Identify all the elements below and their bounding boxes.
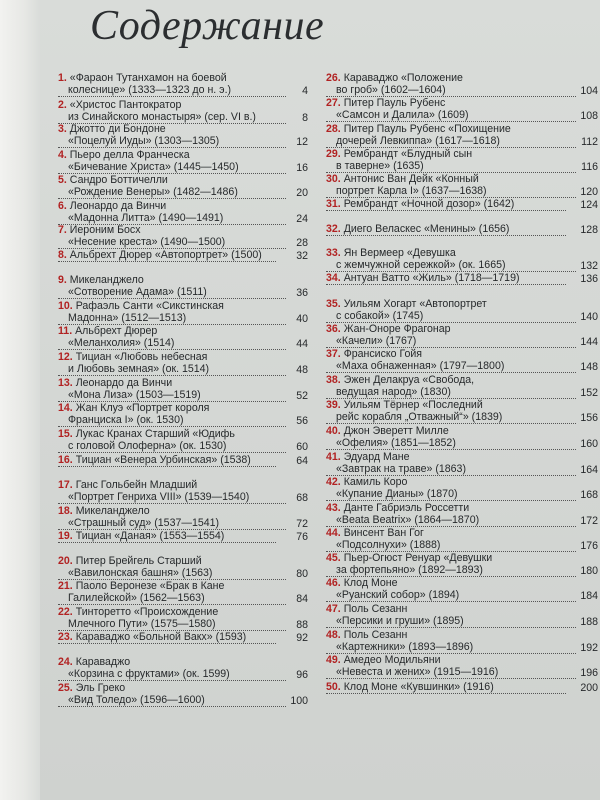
toc-entry-line1 [326,527,598,539]
toc-entry [58,428,308,453]
toc-entry-line1 [326,173,598,185]
toc-entry-page-number: 88 [296,619,308,631]
toc-entry-line2: «Офелия» (1851—1852) [326,437,576,450]
toc-entry [326,374,598,399]
toc-entry-line1 [58,174,308,186]
toc-entry-line1 [326,97,598,109]
toc-entry-text: Иероним Босх [69,224,141,236]
toc-entry-line2: «Маха обнаженная» (1797—1800) [326,360,576,373]
toc-entry [326,323,598,348]
toc-entry-text: Микеланджело [69,274,144,286]
toc-entry-text: Микеланджело [75,505,150,517]
toc-entry [58,454,308,467]
toc-entry-text: Поль Сезанн [343,629,408,641]
toc-entry-page-number: 120 [580,186,598,198]
toc-entry-page-number: 152 [580,387,598,399]
toc-entry-text: Джотто ди Бондоне [69,123,166,135]
toc-entry [326,451,598,476]
toc-entry-text: Камиль Коро [343,476,408,488]
toc-entry-text: Паоло Веронезе «Брак в Кане [75,580,225,592]
toc-entry-text: Рембрандт «Ночной дозор» (1642) [343,198,515,210]
toc-entry [326,502,598,527]
toc-entry-line1 [58,530,276,543]
toc-entry [58,325,308,350]
toc-entry [58,300,308,325]
toc-entry-number: 11. [58,325,73,337]
toc-entry-text: Альбрехт Дюрер «Автопортрет» (1500) [69,249,262,261]
toc-entry [326,198,598,211]
toc-entry [58,606,308,631]
toc-entry [58,174,308,199]
toc-entry-number: 50. [326,681,341,693]
toc-entry-line1 [58,606,308,618]
toc-entry-number: 1. [58,72,67,84]
toc-entry [58,274,308,299]
toc-entry-line1 [326,223,566,236]
toc-entry-number: 45. [326,552,341,564]
toc-entry [326,173,598,198]
toc-entry-page-number: 140 [580,311,598,323]
toc-entry [58,99,308,124]
toc-entry-line2: «Невеста и жених» (1915—1916) [326,666,576,679]
toc-entry-page-number: 36 [296,287,308,299]
toc-entry-text: Антонис Ван Дейк «Конный [343,173,479,185]
toc-entry [58,123,308,148]
toc-entry [58,530,308,543]
toc-entry [326,97,598,122]
toc-entry [58,479,308,504]
toc-entry-line1 [58,149,308,161]
toc-entry-line2: Франциска I» (ок. 1530) [58,414,286,427]
toc-entry-page-number: 96 [296,669,308,681]
toc-entry-number: 41. [326,451,341,463]
toc-entry [58,631,308,644]
toc-entry-text: Уильям Хогарт «Автопортрет [343,298,487,310]
toc-entry-number: 4. [58,149,67,161]
toc-entry-number: 39. [326,399,341,411]
toc-entry-line1 [58,505,308,517]
toc-entry-page-number: 48 [296,364,308,376]
toc-entry-page-number: 184 [580,590,598,602]
toc-entry-line2: «Страшный суд» (1537—1541) [58,517,286,530]
toc-entry-page-number: 24 [296,213,308,225]
toc-entry-line2: «Beata Beatrix» (1864—1870) [326,514,576,527]
toc-entry-text: Тициан «Любовь небесная [75,351,208,363]
toc-entry-line1 [326,502,598,514]
toc-entry-page-number: 112 [581,136,598,148]
toc-entry [326,148,598,173]
toc-entry-number: 15. [58,428,73,440]
toc-entry-line2: «Качели» (1767) [326,335,576,348]
toc-entry-number: 16. [58,454,73,466]
toc-entry-line1 [326,476,598,488]
toc-entry-line1 [326,72,598,84]
toc-entry-line1 [58,351,308,363]
toc-entry-line2: Галилейской» (1562—1563) [58,592,286,605]
toc-entry-line2: из Синайского монастыря» (сер. VI в.) [58,111,286,124]
toc-entry-page-number: 200 [580,682,598,694]
toc-entry-line2: «Мона Лиза» (1503—1519) [58,389,286,402]
toc-entry-text: Питер Пауль Рубенс [343,97,446,109]
toc-entry-line1 [326,323,598,335]
toc-entry-line1 [326,247,598,259]
toc-entry-text: Пьеро делла Франческа [69,149,190,161]
toc-entry-number: 47. [326,603,341,615]
toc-entry-page-number: 192 [580,642,598,654]
toc-entry-number: 46. [326,577,341,589]
toc-entry-number: 40. [326,425,341,437]
toc-entry-line2: «Сотворение Адама» (1511) [58,286,286,299]
toc-entry-text: Тинторетто «Происхождение [75,606,219,618]
toc-entry-line2: «Поцелуй Иуды» (1303—1305) [58,135,286,148]
toc-entry [326,272,598,285]
toc-entry-number: 27. [326,97,341,109]
toc-entry-line1 [326,425,598,437]
toc-entry-line2: и Любовь земная» (ок. 1514) [58,363,286,376]
toc-entry-number: 26. [326,72,341,84]
toc-entry-line2: «Бичевание Христа» (1445—1450) [58,161,286,174]
toc-entry-line1 [326,552,598,564]
toc-entry-line1 [58,479,308,491]
toc-entry-line1 [58,325,308,337]
toc-entry-number: 28. [326,123,341,135]
toc-entry-line2: «Вид Толедо» (1596—1600) [58,694,286,707]
toc-entry-text: Антуан Ватто «Жиль» (1718—1719) [343,272,520,284]
toc-entry-line2: «Завтрак на траве» (1863) [326,463,576,476]
toc-entry-page-number: 116 [581,161,598,173]
toc-entry [326,603,598,628]
toc-entry-text: Питер Брейгель Старший [75,555,202,567]
toc-entry-number: 23. [58,631,73,643]
toc-entry-page-number: 80 [296,568,308,580]
toc-entry-page-number: 16 [296,162,308,174]
toc-entry-line1 [58,377,308,389]
toc-entry-page-number: 188 [580,616,598,628]
toc-entry-page-number: 148 [580,361,598,373]
toc-entry-line2: «Корзина с фруктами» (ок. 1599) [58,668,286,681]
toc-entry [326,223,598,236]
toc-entry-page-number: 60 [296,441,308,453]
toc-entry-line2: ведущая народ» (1830) [326,386,576,399]
toc-entry-text: Уильям Тёрнер «Последний [343,399,483,411]
toc-entry-number: 44. [326,527,341,539]
toc-entry-text: Данте Габриэль Россетти [343,502,470,514]
toc-entry-text: Эль Греко [75,682,126,694]
toc-entry [326,577,598,602]
toc-entry-line1 [58,555,308,567]
toc-entry-text: Караваджо «Положение [343,72,463,84]
toc-entry [326,298,598,323]
toc-entry-page-number: 104 [580,85,598,97]
toc-entry-page-number: 84 [296,593,308,605]
toc-entry-page-number: 52 [296,390,308,402]
toc-entry-line1 [326,198,566,211]
toc-entry-text: Поль Сезанн [343,603,408,615]
toc-entry-page-number: 64 [296,455,308,467]
toc-entry-page-number: 164 [580,464,598,476]
toc-entry-line1 [58,72,308,84]
toc-entry-line1 [326,629,598,641]
toc-entry-text: «Христос Пантократор [69,99,182,111]
toc-entry-number: 13. [58,377,73,389]
toc-entry-line2: дочерей Левкиппа» (1617—1618) [326,135,576,148]
toc-entry-number: 37. [326,348,341,360]
toc-entry-line1 [58,123,308,135]
toc-entry-line2: «Картежники» (1893—1896) [326,641,576,654]
toc-entry-page-number: 176 [580,540,598,552]
toc-entry-line1 [58,580,308,592]
toc-entry-text: Сандро Боттичелли [69,174,168,186]
toc-entry-line1 [326,348,598,360]
toc-entry [58,555,308,580]
toc-entry [326,399,598,424]
toc-entry-number: 21. [58,580,73,592]
toc-entry-line1 [326,298,598,310]
toc-entry [326,476,598,501]
toc-entry-page-number: 100 [290,695,308,707]
toc-entry-line1 [326,148,598,160]
toc-entry-line2: Мадонна» (1512—1513) [58,312,286,325]
toc-entry-text: Клод Моне «Кувшинки» (1916) [343,681,494,693]
toc-entry-line1 [58,300,308,312]
toc-entry [58,249,308,262]
toc-entry-number: 3. [58,123,67,135]
toc-entry-line2: с головой Олоферна» (ок. 1530) [58,440,286,453]
toc-entry [58,377,308,402]
toc-entry-text: Питер Пауль Рубенс «Похищение [343,123,511,135]
toc-entry-page-number: 92 [296,632,308,644]
toc-entry-line1 [326,399,598,411]
toc-entry-number: 35. [326,298,341,310]
toc-entry-page-number: 28 [296,237,308,249]
toc-entry-line1 [326,272,566,285]
toc-entry-number: 6. [58,200,67,212]
toc-entry-page-number: 44 [296,338,308,350]
toc-entry-text: Тициан «Венера Урбинская» (1538) [75,454,251,466]
toc-entry-number: 29. [326,148,341,160]
toc-entry [326,425,598,450]
toc-entry-line1 [58,402,308,414]
toc-entry-number: 7. [58,224,67,236]
toc-entry-line2: в таверне» (1635) [326,160,576,173]
toc-entry-line2: «Несение креста» (1490—1500) [58,236,286,249]
toc-entry-line1 [58,200,308,212]
toc-entry-text: Франсиско Гойя [343,348,423,360]
toc-entry-text: Винсент Ван Гог [343,527,424,539]
toc-entry-text: Лукас Кранах Старший «Юдифь [75,428,235,440]
toc-entry-page-number: 124 [580,199,598,211]
toc-entry-line2: портрет Карла I» (1637—1638) [326,185,576,198]
toc-entry-line2: «Мадонна Литта» (1490—1491) [58,212,286,225]
toc-entry-number: 25. [58,682,73,694]
toc-entry-page-number: 172 [580,515,598,527]
toc-entry-number: 14. [58,402,73,414]
toc-entry-page-number: 128 [580,224,598,236]
toc-entry-number: 38. [326,374,341,386]
toc-entry [326,629,598,654]
toc-entry-number: 5. [58,174,67,186]
book-spine-shadow [0,0,40,800]
toc-entry-line2: во гроб» (1602—1604) [326,84,576,97]
toc-entry-line2: «Купание Дианы» (1870) [326,488,576,501]
toc-entry-number: 10. [58,300,73,312]
toc-entry-number: 12. [58,351,73,363]
toc-entry [58,224,308,249]
toc-entry-line2: «Портрет Генриха VIII» (1539—1540) [58,491,286,504]
toc-entry-number: 42. [326,476,341,488]
toc-entry-text: Караваджо [75,656,131,668]
toc-entry-number: 30. [326,173,341,185]
toc-entry-text: Рафаэль Санти «Сикстинская [75,300,224,312]
toc-entry-number: 24. [58,656,73,668]
toc-entry-page-number: 4 [302,85,308,97]
toc-entry-line1 [58,99,308,111]
toc-entry-line2: Млечного Пути» (1575—1580) [58,618,286,631]
toc-entry-text: Эдуард Мане [343,451,410,463]
page-title: Содержание [90,3,325,49]
toc-entry-line1 [58,656,308,668]
toc-entry [326,123,598,148]
toc-entry [326,247,598,272]
toc-entry-line1 [58,454,276,467]
toc-entry-text: Джон Эверетт Милле [343,425,449,437]
toc-entry-text: Жан-Оноре Фрагонар [343,323,451,335]
toc-entry-line2: «Подсолнухи» (1888) [326,539,576,552]
toc-entry-text: Пьер-Огюст Ренуар «Девушки [343,552,493,564]
toc-entry-text: Леонардо да Винчи [69,200,167,212]
toc-entry-line2: «Самсон и Далила» (1609) [326,109,576,122]
toc-entry-page-number: 68 [296,492,308,504]
toc-entry-number: 49. [326,654,341,666]
toc-entry-number: 48. [326,629,341,641]
toc-entry-page-number: 12 [296,136,308,148]
toc-entry [58,72,308,97]
toc-entry-line1 [58,249,276,262]
toc-entry-line1 [58,682,308,694]
toc-entry-line1 [326,654,598,666]
toc-entry-text: Тициан «Даная» (1553—1554) [75,530,225,542]
toc-entry [58,149,308,174]
toc-entry [58,505,308,530]
toc-entry-line1 [58,224,308,236]
toc-entry-line2: «Меланхолия» (1514) [58,337,286,350]
toc-entry [58,200,308,225]
toc-entry-line1 [326,603,598,615]
toc-entry-page-number: 56 [296,415,308,427]
toc-entry-line2: «Руанский собор» (1894) [326,589,576,602]
toc-entry-line1 [326,123,598,135]
toc-entry-line2: «Рождение Венеры» (1482—1486) [58,186,286,199]
toc-entry-page-number: 168 [580,489,598,501]
toc-entry [58,682,308,707]
toc-entry-page-number: 20 [296,187,308,199]
toc-entry-text: Эжен Делакруа «Свобода, [343,374,475,386]
toc-entry-page-number: 144 [580,336,598,348]
toc-entry-page-number: 160 [580,438,598,450]
toc-entry-line1 [326,577,598,589]
toc-entry-line2: колеснице» (1333—1323 до н. э.) [58,84,286,97]
toc-entry-text: Рембрандт «Блудный сын [343,148,473,160]
toc-entry-number: 36. [326,323,341,335]
toc-entry-text: Ян Вермеер «Девушка [343,247,456,259]
toc-entry [58,656,308,681]
toc-entry-line1 [58,631,276,644]
toc-entry-page-number: 196 [580,667,598,679]
toc-entry-number: 20. [58,555,73,567]
toc-entry [326,72,598,97]
toc-entry-line1 [326,681,566,694]
toc-entry-number: 32. [326,223,341,235]
toc-entry-number: 19. [58,530,73,542]
toc-entry-page-number: 132 [580,260,598,272]
toc-entry-text: Альбрехт Дюрер [75,325,158,337]
toc-entry-text: Леонардо да Винчи [75,377,173,389]
toc-entry [58,351,308,376]
toc-entry-line1 [58,274,308,286]
toc-entry [326,681,598,694]
toc-entry-number: 2. [58,99,67,111]
toc-entry-page-number: 156 [580,412,598,424]
toc-entry-text: Жан Клуэ «Портрет короля [75,402,210,414]
toc-entry [58,402,308,427]
toc-entry-number: 31. [326,198,341,210]
toc-entry-line2: «Вавилонская башня» (1563) [58,567,286,580]
toc-entry-number: 33. [326,247,341,259]
toc-entry-text: Ганс Гольбейн Младший [75,479,198,491]
toc-entry-number: 17. [58,479,73,491]
toc-entry-page-number: 32 [296,250,308,262]
toc-entry-page-number: 180 [580,565,598,577]
toc-entry-page-number: 136 [580,273,598,285]
toc-entry-text: Клод Моне [343,577,398,589]
toc-entry-line2: с собакой» (1745) [326,310,576,323]
toc-entry-number: 43. [326,502,341,514]
toc-entry-line2: рейс корабля „Отважный“» (1839) [326,411,576,424]
toc-entry-line2: «Персики и груши» (1895) [326,615,576,628]
toc-entry-page-number: 40 [296,313,308,325]
toc-entry-text: «Фараон Тутанхамон на боевой [69,72,227,84]
toc-entry-line2: за фортепьяно» (1892—1893) [326,564,576,577]
toc-entry-line2: с жемчужной сережкой» (ок. 1665) [326,259,576,272]
toc-entry-number: 18. [58,505,73,517]
toc-entry [326,527,598,552]
toc-entry-text: Диего Веласкес «Менины» (1656) [343,223,510,235]
toc-entry-page-number: 76 [296,531,308,543]
toc-entry-text: Амедео Модильяни [343,654,441,666]
toc-entry-number: 22. [58,606,73,618]
toc-entry-text: Караваджо «Больной Вакх» (1593) [75,631,247,643]
toc-entry-line1 [326,374,598,386]
toc-entry [326,348,598,373]
toc-entry-line1 [58,428,308,440]
toc-entry-number: 34. [326,272,341,284]
toc-entry-number: 8. [58,249,67,261]
toc-entry-page-number: 108 [580,110,598,122]
toc-entry [326,552,598,577]
toc-entry-page-number: 72 [296,518,308,530]
toc-entry-line1 [326,451,598,463]
toc-entry [326,654,598,679]
toc-entry [58,580,308,605]
toc-entry-number: 9. [58,274,67,286]
toc-entry-page-number: 8 [302,112,308,124]
